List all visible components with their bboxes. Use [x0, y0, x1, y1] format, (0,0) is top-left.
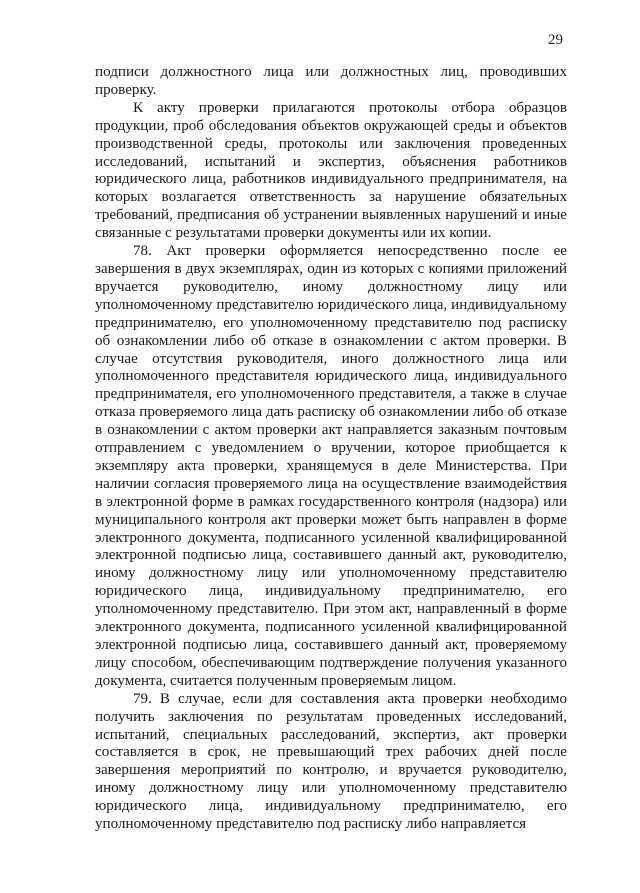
- page-number: 29: [548, 32, 563, 48]
- paragraph-clause-79: 79. В случае, если для составления акта проверки необходимо получить заключения по результатам проведенных исследований, испытаний, специальных расследований, экспертиз, акт проверки составляется в срок, не превышающий трех рабочих дней после завершения мероприятий по контролю, и вручается руководителю, иному должностному лицу или уполномоченному представителю юридического лица, индивидуальному предпринимателю, его уполномоченному представителю под расписку либо направляется: [95, 690, 567, 833]
- paragraph-clause-78: 78. Акт проверки оформляется непосредственно после ее завершения в двух экземплярах, один из которых с копиями приложений вручается руководителю, иному должностному лицу или уполномоченному представителю юридического лица, индивидуальному предпринимателю, его уполномоченному представителю под расписку об ознакомлении либо об отказе в ознакомлении с актом проверки. В случае отсутствия руководителя, иного должностного лица или уполномоченного представителя юридического лица, индивидуального предпринимателя, его уполномоченного представителя, а также в случае отказа проверяемого лица дать расписку об ознакомлении либо об отказе в ознакомлении с актом проверки акт направляется заказным почтовым отправлением с уведомлением о вручении, которое приобщается к экземпляру акта проверки, хранящемуся в деле Министерства. При наличии согласия проверяемого лица на осуществление взаимодействия в электронной форме в рамках государственного контроля (надзора) или муниципального контроля акт проверки может быть направлен в форме электронного документа, подписанного усиленной квалифицированной электронной подписью лица, составившего данный акт, руководителю, иному должностному лицу или уполномоченному представителю юридического лица, индивидуальному предпринимателю, его уполномоченному представителю. При этом акт, направленный в форме электронного документа, подписанного усиленной квалифицированной электронной подписью лица, составившего данный акт, проверяемому лицу способом, обеспечивающим подтверждение получения указанного документа, считается полученным проверяемым лицом.: [95, 243, 567, 689]
- document-body: [95, 64, 567, 834]
- paragraph-attachments: К акту проверки прилагаются протоколы отбора образцов продукции, проб обследования объектов окружающей среды и объектов производственной среды, протоколы или заключения проведенных исследований, испытаний и экспертиз, объяснения работников юридического лица, работников индивидуального предпринимателя, на которых возлагается ответственность за нарушение обязательных требований, предписания об устранении выявленных нарушений и иные связанные с результатами проверки документы или их копии.: [95, 99, 567, 242]
- paragraph-continuation: подписи должностного лица или должностных лиц, проводивших проверку.: [95, 64, 567, 98]
